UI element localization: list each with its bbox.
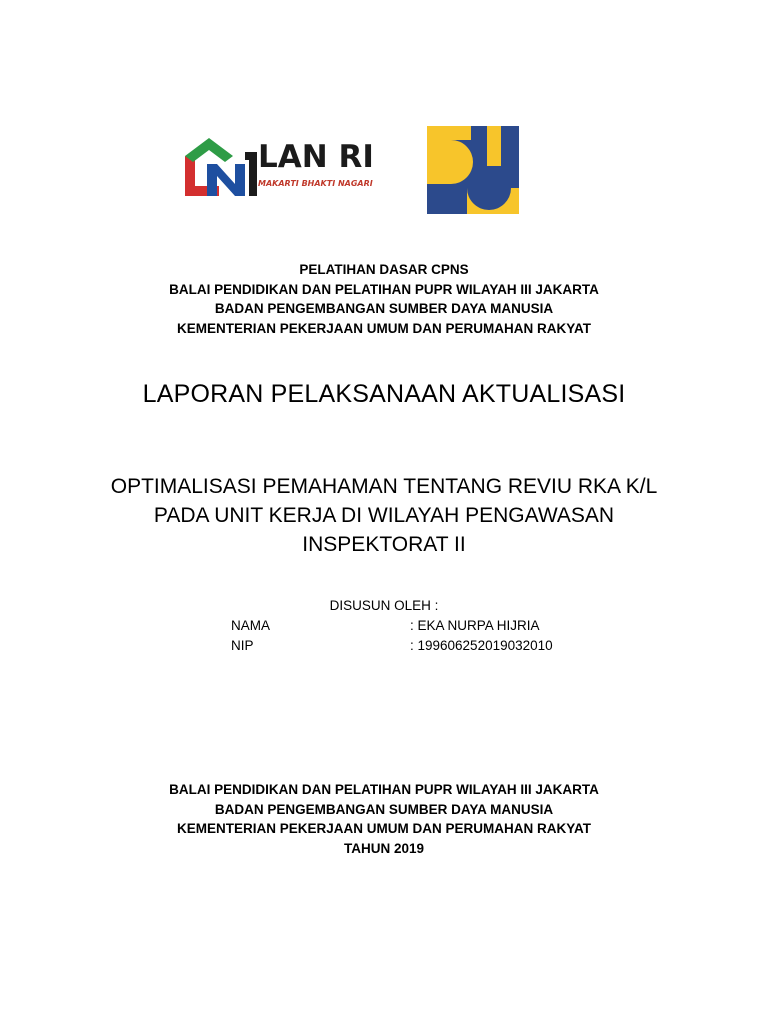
lan-ri-wordmark: LAN RI (258, 139, 374, 175)
header-line: BADAN PENGEMBANGAN SUMBER DAYA MANUSIA (214, 301, 554, 316)
nip-label: NIP (231, 638, 254, 653)
footer-line: KEMENTERIAN PEKERJAAN UMUM DAN PERUMAHAN RAKYAT (176, 821, 592, 836)
pupr-logo-icon (427, 126, 519, 214)
footer-line: BADAN PENGEMBANGAN SUMBER DAYA MANUSIA (214, 801, 554, 817)
institution-footer (0, 780, 768, 858)
footer-year: TAHUN 2019 (343, 840, 425, 856)
logo-area (0, 0, 768, 230)
institution-header (0, 260, 768, 338)
nip-value: : 199606252019032010 (410, 638, 553, 653)
footer-line: BALAI PENDIDIKAN DAN PELATIHAN PUPR WILAYAH III JAKARTA (169, 782, 599, 797)
header-line: BALAI PENDIDIKAN DAN PELATIHAN PUPR WILAYAH III JAKARTA (169, 281, 599, 297)
lan-ri-tagline: MAKARTI BHAKTI NAGARI (258, 179, 373, 188)
report-topic (0, 472, 768, 559)
header-line: KEMENTERIAN PEKERJAAN UMUM DAN PERUMAHAN RAKYAT (176, 320, 592, 336)
topic-line: OPTIMALISASI PEMAHAMAN TENTANG REVIU RKA K/L (110, 475, 658, 498)
report-title: LAPORAN PELAKSANAAN AKTUALISASI (142, 380, 626, 408)
prepared-by-label: DISUSUN OLEH : (329, 598, 439, 613)
name-label: NAMA (231, 618, 271, 633)
topic-line: PADA UNIT KERJA DI WILAYAH PENGAWASAN (153, 504, 615, 527)
header-line: PELATIHAN DASAR CPNS (299, 262, 469, 277)
name-value: : EKA NURPA HIJRIA (410, 618, 540, 633)
topic-line: INSPEKTORAT II (302, 533, 466, 556)
